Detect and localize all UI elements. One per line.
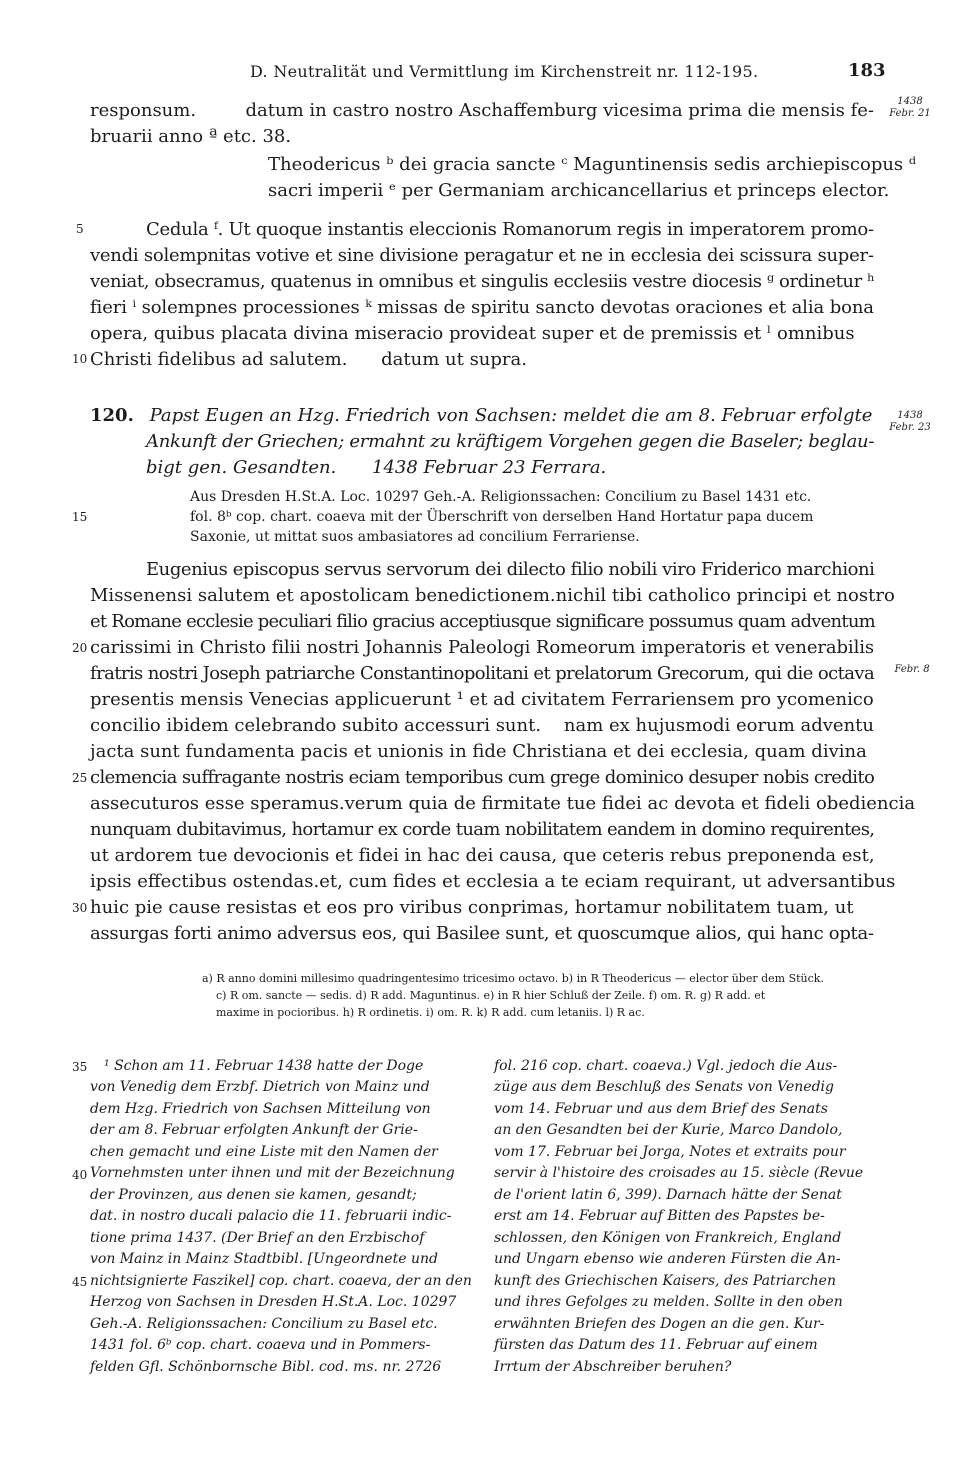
footnote-line: ¹ Schon am 11. Februar 1438 hatte der Doge [104, 1058, 424, 1074]
margin-note-date-1: 1438 Febr. 21 [889, 96, 931, 119]
source-line: fol. 8ᵇ cop. chart. coaeva mit der Überschrift von derselben Hand Hortatur papa ducem [190, 509, 814, 525]
text-line: veniat, obsecramus, quatenus in omnibus et singulis ecclesiis vestre diocesis ᵍ ordinetur ʰ [90, 271, 875, 292]
footnote-line: vom 14. Februar und aus dem Brief des Senats [494, 1101, 828, 1117]
heading-line: 120. Papst Eugen an Hzg. Friedrich von Sachsen: meldet die am 8. Februar erfolgte [90, 405, 873, 426]
page-number: 183 [848, 60, 886, 81]
footnote-line: von Venedig dem Erzbf. Dietrich von Mainz und [90, 1079, 430, 1095]
source-line: Saxonie, ut mittat suos ambasiatores ad concilium Ferrariense. [190, 529, 640, 545]
text-line: Christi fidelibus ad salutem. datum ut supra. [90, 349, 527, 370]
text-line: jacta sunt fundamenta pacis et unionis in fide Christiana et dei ecclesia, quam divina [90, 741, 867, 762]
footnote-line: 1431 fol. 6ᵇ cop. chart. coaeva und in Pommers- [90, 1337, 431, 1353]
footnote-line: servir à l'histoire des croisades au 15. siècle (Revue [494, 1165, 864, 1181]
apparatus-line: maxime in pocioribus. h) R ordinetis. i) om. R. k) R add. cum letaniis. l) R ac. [216, 1006, 645, 1019]
line-number: 25 [72, 771, 88, 785]
footnote-line: fol. 216 cop. chart. coaeva.) Vgl. jedoch die Aus- [494, 1058, 838, 1074]
line-number: 30 [72, 901, 88, 915]
text-line: concilio ibidem celebrando subito accessuri sunt. nam ex hujusmodi eorum adventu [90, 715, 874, 736]
line-number: 10 [72, 352, 88, 366]
footnote-line: Geh.-A. Religionssachen: Concilium zu Basel etc. [90, 1316, 438, 1332]
text-line: sacri imperii ᵉ per Germaniam archicancellarius et princeps elector. [268, 180, 890, 201]
line-number: 5 [76, 222, 84, 236]
source-line: Aus Dresden H.St.A. Loc. 10297 Geh.-A. Religionssachen: Concilium zu Basel 1431 etc. [190, 489, 812, 505]
text-line: nunquam dubitavimus, hortamur ex corde tuam nobilitatem eandem in domino requirentes, [90, 819, 875, 840]
footnote-line: vom 17. Februar bei Jorga, Notes et extraits pour [494, 1144, 846, 1160]
footnote-line: von Mainz in Mainz Stadtbibl. [Ungeordnete und [90, 1251, 438, 1267]
footnote-line: de l'orient latin 6, 399). Darnach hätte der Senat [494, 1187, 842, 1203]
footnote-line: nichtsignierte Faszikel] cop. chart. coaeva, der an den [90, 1273, 472, 1289]
text-line: Theodericus ᵇ dei gracia sancte ᶜ Maguntinensis sedis archiepiscopus ᵈ [268, 154, 917, 175]
footnote-line: der Provinzen, aus denen sie kamen, gesandt; [90, 1187, 417, 1203]
footnote-line: Herzog von Sachsen in Dresden H.St.A. Loc. 10297 [90, 1294, 457, 1310]
footnote-line: züge aus dem Beschluß des Senats von Venedig [494, 1079, 834, 1095]
document-number: 120. [90, 405, 134, 426]
heading-line: Ankunft der Griechen; ermahnt zu kräftigem Vorgehen gegen die Baseler; beglau- [146, 431, 875, 452]
text-line: ipsis effectibus ostendas. et, cum fides et ecclesia a te eciam requirant, ut adversantibus [90, 871, 896, 892]
footnote-line: Vornehmsten unter ihnen und mit der Bezeichnung [90, 1165, 455, 1181]
footnote-line: dem Hzg. Friedrich von Sachsen Mitteilung von [90, 1101, 431, 1117]
footnote-line: und ihres Gefolges zu melden. Sollte in den oben [494, 1294, 843, 1310]
footnote-line: felden Gfl. Schönbornsche Bibl. cod. ms. nr. 2726 [90, 1359, 442, 1375]
text-line: opera, quibus placata divina miseracio provideat super et de premissis et ˡ omnibus [90, 323, 855, 344]
line-number: 15 [72, 510, 88, 524]
text-line: assecuturos esse speramus. verum quia de firmitate tue fidei ac devota et fideli obediencia [90, 793, 916, 814]
text-line: Missenensi salutem et apostolicam benedictionem. nichil tibi catholico principi et nostro [90, 585, 895, 606]
text-line: Cedula ᶠ. Ut quoque instantis eleccionis Romanorum regis in imperatorem promo- [146, 219, 874, 240]
margin-note-date-3: Febr. 8 [894, 664, 930, 675]
footnote-line: dat. in nostro ducali palacio die 11. februarii indic- [90, 1208, 452, 1224]
text-line: ut ardorem tue devocionis et fidei in hac dei causa, que ceteris rebus preponenda est, [90, 845, 875, 866]
text-line: presentis mensis Venecias applicuerunt ¹ et ad civitatem Ferrariensem pro ycomenico [90, 689, 874, 710]
line-number: 20 [72, 641, 88, 655]
footnote-line: tione prima 1437. (Der Brief an den Erzbischof [90, 1230, 425, 1246]
footnote-line: an den Gesandten bei der Kurie, Marco Dandolo, [494, 1122, 843, 1138]
footnote-line: erst am 14. Februar auf Bitten des Papstes be- [494, 1208, 825, 1224]
footnote-line: und Ungarn ebenso wie anderen Fürsten die An- [494, 1251, 841, 1267]
text-line: fratris nostri Joseph patriarche Constantinopolitani et prelatorum Grecorum, qui die octava [90, 663, 875, 684]
text-line: huic pie cause resistas et eos pro viribus conprimas, hortamur nobilitatem tuam, ut [90, 897, 854, 918]
heading-line: bigt gen. Gesandten. 1438 Februar 23 Ferrara. [146, 457, 607, 478]
text-line: Eugenius episcopus servus servorum dei dilecto filio nobili viro Friderico marchioni [146, 559, 875, 580]
text-line: assurgas forti animo adversus eos, qui Basilee sunt, et quoscumque alios, qui hanc opta- [90, 923, 874, 944]
line-number: 35 [72, 1060, 88, 1074]
text-line: clemencia suffragante nostris eciam temporibus cum grege dominico desuper nobis credito [90, 767, 875, 788]
footnote-line: Irrtum der Abschreiber beruhen? [494, 1359, 732, 1375]
apparatus-line: c) R om. sancte — sedis. d) R add. Maguntinus. e) in R hier Schluß der Zeile. f) om. R. g) R add. et [216, 989, 766, 1002]
running-header: D. Neutralität und Vermittlung im Kirchenstreit nr. 112-195. [250, 62, 759, 81]
footnote-line: schlossen, den Königen von Frankreich, England [494, 1230, 842, 1246]
footnote-line: kunft des Griechischen Kaisers, des Patriarchen [494, 1273, 836, 1289]
footnote-line: chen gemacht und eine Liste mit den Namen der [90, 1144, 438, 1160]
footnote-line: der am 8. Februar erfolgten Ankunft der Grie- [90, 1122, 418, 1138]
text-line: fieri ⁱ solempnes processiones ᵏ missas de spiritu sancto devotas oraciones et alia bona [90, 297, 874, 318]
line-number: 45 [72, 1275, 88, 1289]
footnote-line: erwähnten Briefen des Dogen an die gen. Kur- [494, 1316, 825, 1332]
margin-note-date-2: 1438 Febr. 23 [889, 410, 931, 433]
text-line: carissimi in Christo filii nostri Johannis Paleologi Romeorum imperatoris et venerabilis [90, 637, 875, 658]
apparatus-line: a) R anno domini millesimo quadringentesimo tricesimo octavo. b) in R Theodericus — elector über dem Stück. [202, 972, 824, 985]
text-line: vendi solempnitas votive et sine divisione peragatur et ne in ecclesia dei scissura super- [90, 245, 874, 266]
text-line: bruarii anno ª etc. 38. [90, 126, 292, 147]
line-number: 40 [72, 1168, 88, 1182]
text-line: responsum. datum in castro nostro Aschaffemburg vicesima prima die mensis fe- [90, 100, 874, 121]
text-line: et Romane ecclesie peculiari filio gracius acceptiusque significare possumus quam adventum [90, 611, 875, 632]
footnote-line: fürsten das Datum des 11. Februar auf einem [494, 1337, 818, 1353]
